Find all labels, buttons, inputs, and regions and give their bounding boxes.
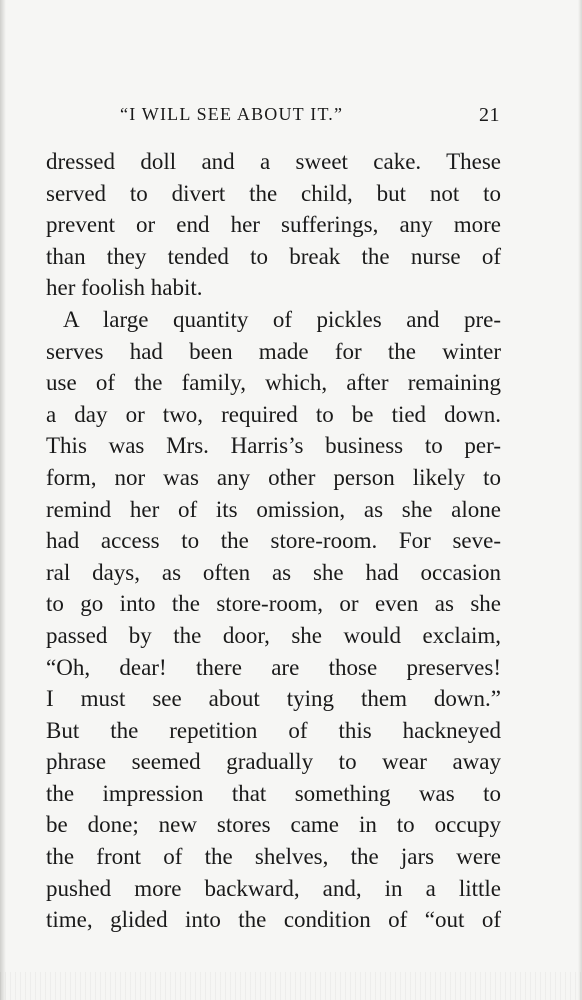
text-line: passed by the door, she would exclaim,: [46, 622, 501, 648]
text-line: had access to the store-room. For seve-: [46, 528, 501, 554]
text-line: form, nor was any other person likely to: [46, 464, 501, 490]
text-line: dressed doll and a sweet cake. These: [46, 149, 501, 174]
text-line: “Oh, dear! there are those preserves!: [46, 654, 501, 680]
text-line: use of the family, which, after remaining: [46, 370, 501, 396]
running-head-title: “I WILL SEE ABOUT IT.”: [120, 104, 344, 124]
page-number: 21: [479, 104, 500, 126]
text-line: remind her of its omission, as she alone: [46, 496, 501, 522]
paragraph-end-line: her foolish habit.: [46, 275, 203, 301]
body-text: [46, 146, 501, 936]
text-line: I must see about tying them down.”: [46, 686, 501, 712]
text-line: be done; new stores came in to occupy: [46, 812, 501, 838]
text-line: a day or two, required to be tied down.: [46, 401, 501, 427]
text-line: ral days, as often as she had occasion: [46, 559, 501, 585]
text-line: served to divert the child, but not to: [46, 180, 501, 206]
page-edge-shadow-left: [0, 0, 6, 1000]
text-line: than they tended to break the nurse of: [46, 243, 501, 269]
text-line: pushed more backward, and, in a little: [46, 875, 501, 901]
page-edge-shadow-right: [578, 0, 582, 1000]
text-line: the impression that something was to: [46, 780, 501, 806]
running-head: [120, 104, 500, 130]
text-line: time, glided into the condition of “out of: [46, 907, 501, 933]
text-line: But the repetition of this hackneyed: [46, 717, 501, 743]
text-line: phrase seemed gradually to wear away: [46, 749, 501, 775]
text-line: prevent or end her sufferings, any more: [46, 212, 501, 238]
text-line: serves had been made for the winter: [46, 338, 501, 364]
text-line: the front of the shelves, the jars were: [46, 844, 501, 870]
scan-noise-bottom: [0, 972, 582, 1000]
text-line: to go into the store-room, or even as she: [46, 591, 501, 617]
paragraph-start-line: A large quantity of pickles and pre-: [63, 306, 501, 332]
text-line: This was Mrs. Harris’s business to per-: [46, 433, 501, 459]
